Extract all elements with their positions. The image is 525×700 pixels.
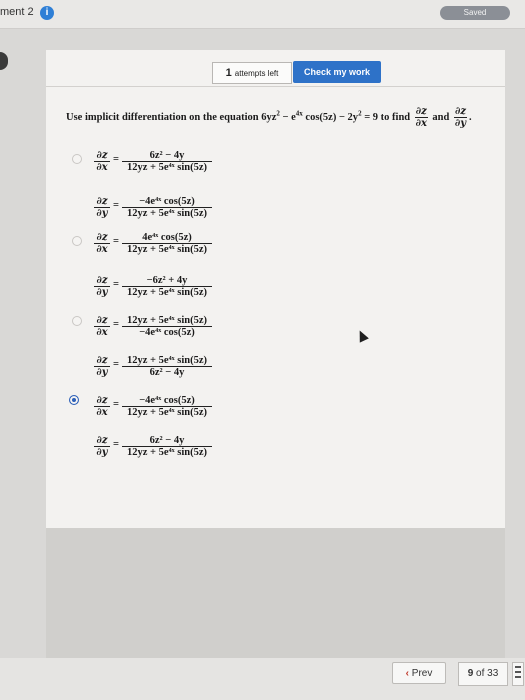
dy: ∂y xyxy=(96,367,108,378)
dz: ∂z xyxy=(94,395,110,407)
assignment-title: ment 2 xyxy=(0,6,34,18)
dx: ∂x xyxy=(96,162,108,173)
dx: ∂x xyxy=(415,118,427,129)
saved-status-badge: Saved xyxy=(440,6,510,20)
denominator: 12yz + 5e⁴ˣ sin(5z) xyxy=(126,447,208,458)
footer-panel xyxy=(46,528,505,658)
chevron-left-icon: ‹ xyxy=(405,667,409,679)
info-icon[interactable]: i xyxy=(40,6,54,20)
check-my-work-button[interactable]: Check my work xyxy=(293,61,381,83)
numerator: 4e⁴ˣ cos(5z) xyxy=(122,232,212,244)
attempts-left-indicator xyxy=(212,62,292,84)
question-find: = 9 to find xyxy=(361,111,411,123)
dz: ∂z xyxy=(415,106,427,117)
numerator: −4e⁴ˣ cos(5z) xyxy=(122,395,212,407)
dx: ∂x xyxy=(96,327,108,338)
dz: ∂z xyxy=(94,315,110,327)
divider xyxy=(46,86,505,87)
exp-base: e xyxy=(291,111,296,123)
question-prompt: Use implicit differentiation on the equation $6yz^2 - e^{4x}$ $\cos(5z) - 2y^2 = 9$ to find $\frac{\partial z}{\partial x}$ and $\frac{\partial z}{\partial y}$ . xyxy=(66,106,472,129)
dy: ∂y xyxy=(96,447,108,458)
denominator: −4e⁴ˣ cos(5z) xyxy=(139,327,195,338)
numerator: −4e⁴ˣ cos(5z) xyxy=(122,196,212,208)
dy: ∂y xyxy=(96,287,108,298)
denominator: 6z² − 4y xyxy=(149,367,185,378)
grid-icon[interactable] xyxy=(512,662,524,686)
dy: ∂y xyxy=(454,118,467,129)
exponent-4x: 4x xyxy=(295,109,303,118)
prev-button[interactable] xyxy=(392,662,446,684)
dz: ∂z xyxy=(94,355,110,367)
page-of: of xyxy=(476,668,485,679)
denominator: 12yz + 5e⁴ˣ sin(5z) xyxy=(126,407,208,418)
option-radio-b[interactable] xyxy=(72,236,82,246)
numerator: 6z² − 4y xyxy=(122,435,212,447)
prev-label: Prev xyxy=(411,667,433,679)
attempts-count: 1 xyxy=(225,67,232,79)
option-radio-a[interactable] xyxy=(72,154,82,164)
page-current: 9 xyxy=(467,668,474,679)
option-radio-c[interactable] xyxy=(72,316,82,326)
denominator: 12yz + 5e⁴ˣ sin(5z) xyxy=(126,162,208,173)
numerator: −6z² + 4y xyxy=(122,275,212,287)
denominator: 12yz + 5e⁴ˣ sin(5z) xyxy=(126,208,208,219)
numerator: 12yz + 5e⁴ˣ sin(5z) xyxy=(122,315,212,327)
attempts-label: attempts left xyxy=(234,69,279,78)
dz: ∂z xyxy=(454,106,467,117)
denominator: 12yz + 5e⁴ˣ sin(5z) xyxy=(126,287,208,298)
dz: ∂z xyxy=(94,435,110,447)
exponent-2: 2 xyxy=(276,109,280,118)
dz-dx-fraction xyxy=(415,106,428,129)
numerator: 6z² − 4y xyxy=(122,150,212,162)
question-prefix: Use implicit differentiation on the equation 6yz xyxy=(66,111,277,123)
question-and: and xyxy=(432,111,450,123)
dz: ∂z xyxy=(94,232,110,244)
dx: ∂x xyxy=(96,244,108,255)
denominator: 12yz + 5e⁴ˣ sin(5z) xyxy=(126,244,208,255)
top-bar xyxy=(0,0,525,29)
sidebar-toggle-handle[interactable] xyxy=(0,52,8,70)
dz: ∂z xyxy=(94,150,110,162)
question-rest: cos(5z) − 2y xyxy=(302,111,359,123)
page-total: 33 xyxy=(487,668,499,679)
numerator: 12yz + 5e⁴ˣ sin(5z) xyxy=(122,355,212,367)
dy: ∂y xyxy=(96,208,108,219)
navigation-bar xyxy=(0,658,525,700)
dz-dy-fraction xyxy=(454,106,467,129)
dx: ∂x xyxy=(96,407,108,418)
exponent-2b: 2 xyxy=(358,109,362,118)
page-indicator[interactable] xyxy=(458,662,508,686)
option-radio-d-selected[interactable] xyxy=(69,395,79,405)
dz: ∂z xyxy=(94,275,110,287)
dz: ∂z xyxy=(94,196,110,208)
